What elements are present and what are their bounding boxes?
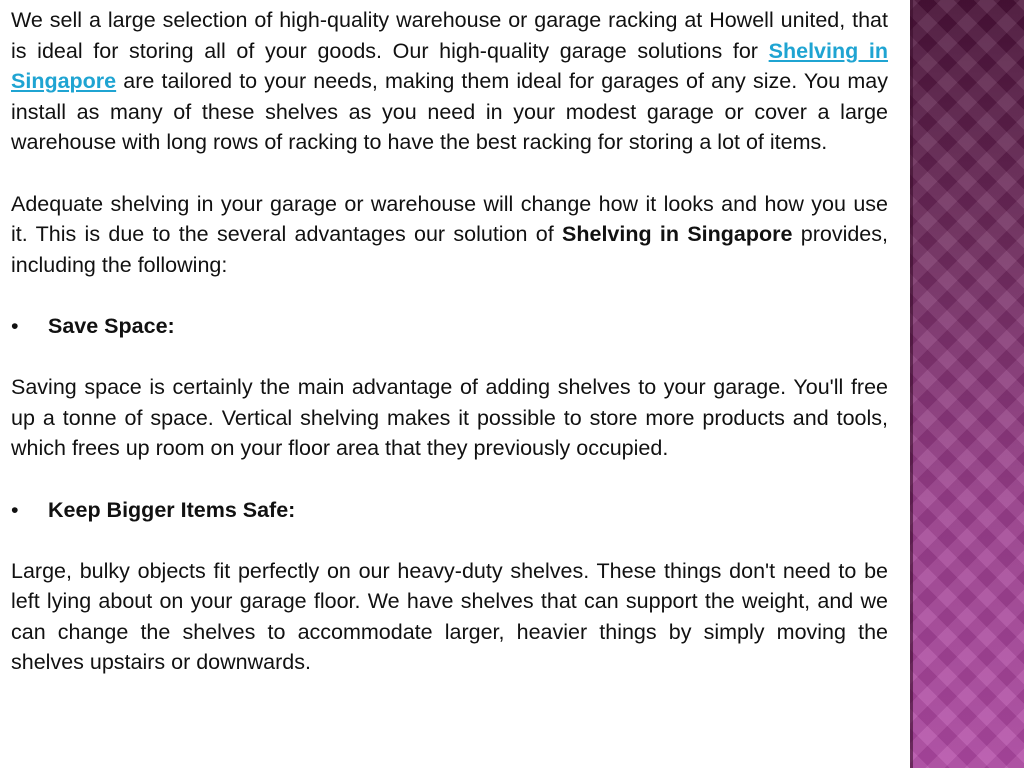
bigger-items-paragraph: Large, bulky objects fit perfectly on our heavy-duty shelves. These things don't need to be left lying about on your garage floor. We have shelves that can support the weight, and we can change the shelves to accommodate larger, heavier things by simply moving the shelves upstairs or downwards. [11,558,888,675]
bullet-heading: Keep Bigger Items Safe: [48,497,296,522]
advantages-bold-term: Shelving in Singapore [562,222,793,247]
intro-text-before-link: We sell a large selection of high-quality warehouse or garage racking at Howell united, that is ideal for storing all of your goods. Our high-quality garage solutions for [11,8,888,63]
bullet-keep-bigger-items-safe [11,495,888,526]
bullet-save-space [11,311,888,342]
spacer [11,525,888,556]
bullet-heading: Save Space: [48,313,175,338]
advantages-text: Adequate shelving in your garage or warehouse will change how it looks and how you use it. This is due to the several advantages our solution of [11,191,888,247]
spacer [11,280,888,311]
slide-content [11,5,888,678]
advantages-paragraph [11,189,888,281]
shelving-singapore-link[interactable]: Shelving in Singapore [11,38,889,94]
sidebar-edge [910,0,913,768]
intro-text-after-link: are tailored to your needs, making them ideal for garages of any size. You may install as many of these shelves as you need in your modest garage or cover a large warehouse with long rows of racking to have the best racking for storing a lot of items. [11,69,888,155]
decorative-sidebar [910,0,1024,768]
spacer [11,342,888,373]
bullet-marker-icon: • [11,313,19,338]
advantages-text-end: provides, including the following: [11,222,888,277]
spacer [11,158,888,189]
save-space-paragraph: Saving space is certainly the main advantage of adding shelves to your garage. You'll free up a tonne of space. Vertical shelving makes it possible to store more products and tools, which frees up room on your floor area that they previously occupied. [11,375,888,461]
bullet-marker-icon: • [11,497,19,522]
intro-paragraph [11,5,888,158]
spacer [11,464,888,495]
